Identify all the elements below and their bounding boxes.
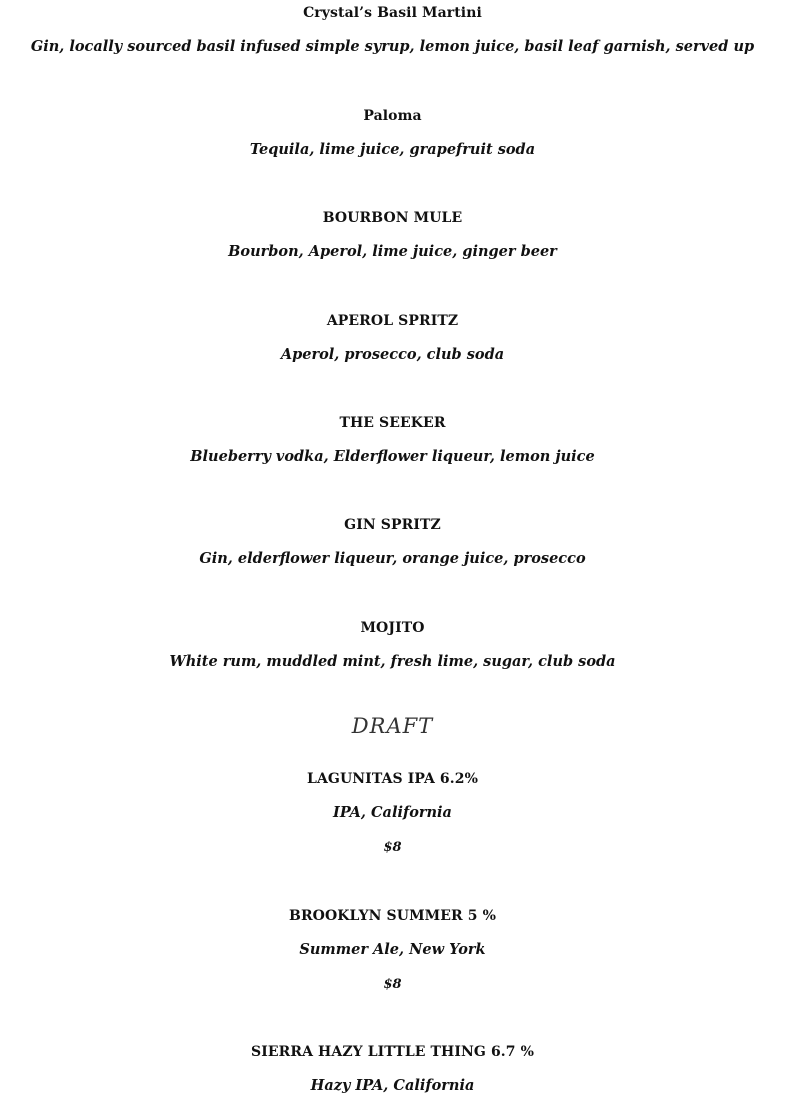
- cocktail-description: Aperol, prosecco, club soda: [280, 346, 505, 363]
- draft-description: Hazy IPA, California: [310, 1077, 475, 1094]
- cocktail-name: Paloma: [363, 108, 422, 124]
- cocktail-name: GIN SPRITZ: [344, 517, 441, 533]
- draft-price: $8: [383, 977, 402, 992]
- draft-name: SIERRA HAZY LITTLE THING 6.7 %: [251, 1044, 534, 1060]
- cocktail-name: APEROL SPRITZ: [326, 313, 459, 329]
- cocktail-item-basil-martini: [0, 4, 785, 56]
- cocktail-name: BOURBON MULE: [322, 210, 463, 226]
- section-title-draft: DRAFT: [351, 714, 434, 738]
- cocktail-name: THE SEEKER: [339, 415, 446, 431]
- cocktail-description: Bourbon, Aperol, lime juice, ginger beer: [228, 243, 557, 260]
- draft-item-sierra-hazy: [0, 1043, 785, 1095]
- cocktail-description: Gin, elderflower liqueur, orange juice, prosecco: [199, 550, 586, 567]
- cocktail-description: White rum, muddled mint, fresh lime, sugar, club soda: [169, 653, 616, 670]
- cocktail-item-bourbon-mule: [0, 209, 785, 261]
- draft-description: IPA, California: [333, 804, 452, 821]
- cocktail-name: Crystal’s Basil Martini: [303, 5, 482, 21]
- draft-item-lagunitas: [0, 770, 785, 857]
- draft-price: $8: [383, 840, 402, 855]
- cocktail-description: Gin, locally sourced basil infused simple syrup, lemon juice, basil leaf garnish, served up: [30, 38, 755, 55]
- cocktail-item-paloma: [0, 107, 785, 159]
- cocktail-description: Tequila, lime juice, grapefruit soda: [249, 141, 536, 158]
- draft-description: Summer Ale, New York: [299, 941, 486, 958]
- cocktail-description: Blueberry vodka, Elderflower liqueur, lemon juice: [190, 448, 595, 465]
- cocktail-item-gin-spritz: [0, 516, 785, 568]
- draft-name: LAGUNITAS IPA 6.2%: [307, 771, 478, 787]
- cocktail-name: MOJITO: [360, 620, 425, 636]
- draft-name: BROOKLYN SUMMER 5 %: [289, 908, 496, 924]
- draft-item-brooklyn-summer: [0, 907, 785, 994]
- cocktail-item-the-seeker: [0, 414, 785, 466]
- cocktail-item-aperol-spritz: [0, 312, 785, 364]
- cocktail-item-mojito: [0, 619, 785, 671]
